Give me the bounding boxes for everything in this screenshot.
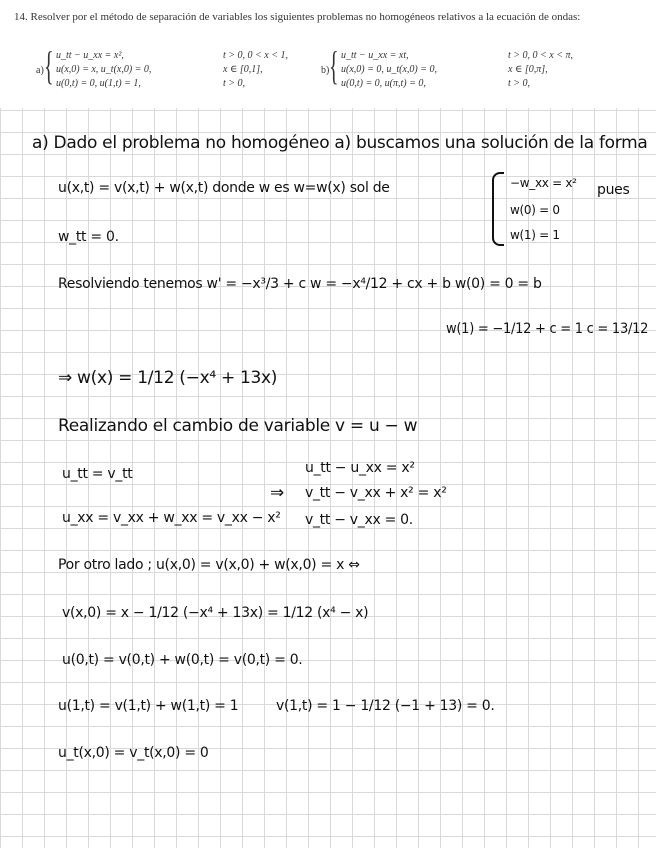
- note-eq-v: v_tt − v_xx = 0.: [305, 512, 413, 528]
- note-w-result: ⇒ w(x) = 1/12 (−x⁴ + 13x): [58, 368, 278, 388]
- note-pues: pues: [597, 182, 630, 198]
- note-ut-x0: u_t(x,0) = v_t(x,0) = 0: [58, 745, 209, 761]
- note-v-1t: v(1,t) = 1 − 1/12 (−1 + 13) = 0.: [276, 698, 495, 714]
- system-b-cond: x ∈ [0,π],: [508, 64, 548, 75]
- printed-problem-statement: [0, 0, 656, 108]
- note-form: u(x,t) = v(x,t) + w(x,t) donde w es w=w(x) sol de: [58, 180, 390, 196]
- note-resolviendo: Resolviendo tenemos w' = −x³/3 + c w = −x⁴/12 + cx + b w(0) = 0 = b: [58, 276, 542, 292]
- problem-title: 14. Resolver por el método de separación de variables los siguientes problemas no homogéneos relativos a la ecuación de ondas:: [14, 11, 581, 23]
- system-b-eq: u(x,0) = 0, u_t(x,0) = 0,: [341, 64, 437, 75]
- bc-1: −w_xx = x²: [510, 176, 577, 190]
- system-b-cond: t > 0, 0 < x < π,: [508, 50, 573, 61]
- note-por-otro: Por otro lado ; u(x,0) = v(x,0) + w(x,0) = x ⇔: [58, 557, 360, 573]
- system-a-eq: u(x,0) = x, u_t(x,0) = 0,: [56, 64, 152, 75]
- system-b-eq: u(0,t) = 0, u(π,t) = 0,: [341, 78, 426, 89]
- system-b-eq: u_tt − u_xx = xt,: [341, 50, 409, 61]
- system-b-label: b): [321, 65, 330, 76]
- note-eq-v-crossed: v_tt − v_xx + x² = x²: [305, 485, 447, 501]
- bc-3: w(1) = 1: [510, 228, 560, 242]
- note-u-1t: u(1,t) = v(1,t) + w(1,t) = 1: [58, 698, 239, 714]
- note-implies: ⇒: [270, 483, 284, 503]
- system-a-cond: t > 0,: [223, 78, 246, 89]
- note-eq-u: u_tt − u_xx = x²: [305, 460, 415, 476]
- note-v-x0: v(x,0) = x − 1/12 (−x⁴ + 13x) = 1/12 (x⁴ − x): [62, 605, 369, 621]
- note-w1: w(1) = −1/12 + c = 1 c = 13/12: [446, 321, 649, 337]
- note-wtt: w_tt = 0.: [58, 229, 119, 245]
- system-b-cond: t > 0,: [508, 78, 531, 89]
- system-a-cond: x ∈ [0,1],: [223, 64, 263, 75]
- note-intro: a) Dado el problema no homogéneo a) buscamos una solución de la forma: [32, 133, 648, 153]
- note-u-0t: u(0,t) = v(0,t) + w(0,t) = v(0,t) = 0.: [62, 652, 303, 668]
- system-a-label: a): [36, 65, 44, 76]
- note-utt: u_tt = v_tt: [62, 466, 133, 482]
- system-a-eq: u_tt − u_xx = x²,: [56, 50, 124, 61]
- brace-icon: [492, 172, 504, 246]
- left-brace-icon: {: [44, 43, 54, 88]
- note-cambio: Realizando el cambio de variable v = u − w: [58, 416, 418, 436]
- note-uxx: u_xx = v_xx + w_xx = v_xx − x²: [62, 510, 281, 526]
- bc-2: w(0) = 0: [510, 203, 560, 217]
- left-brace-icon: {: [329, 43, 339, 88]
- system-a-cond: t > 0, 0 < x < 1,: [223, 50, 288, 61]
- system-a-eq: u(0,t) = 0, u(1,t) = 1,: [56, 78, 141, 89]
